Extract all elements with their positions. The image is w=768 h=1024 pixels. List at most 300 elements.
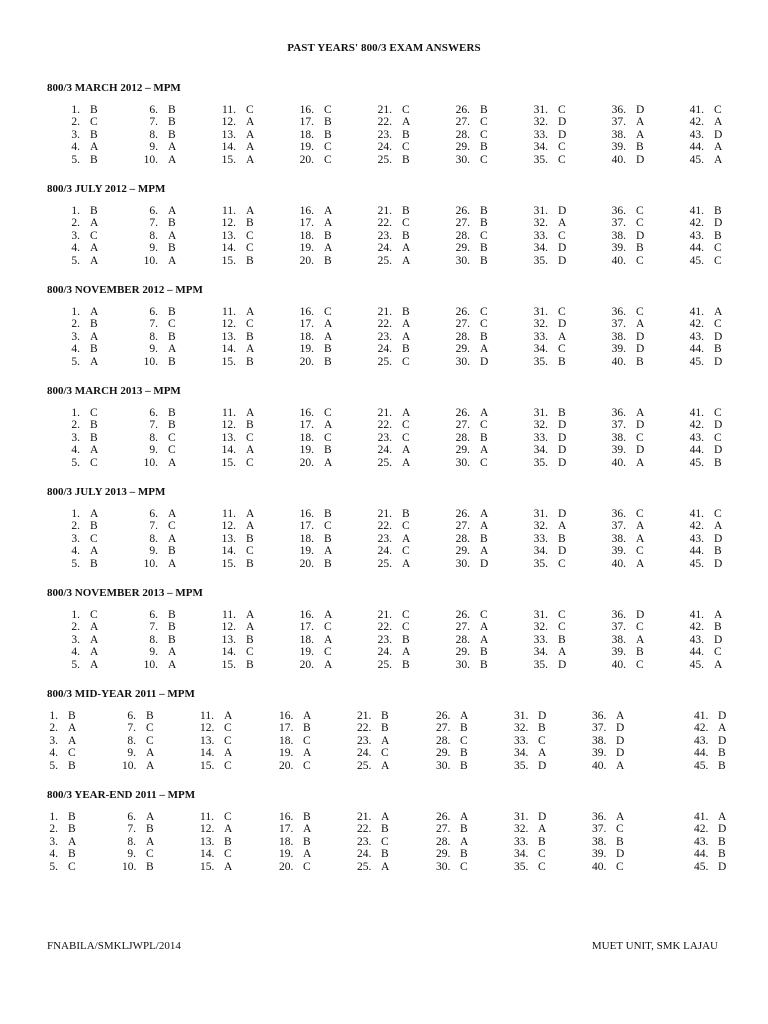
answer-letter: B bbox=[480, 658, 488, 671]
answer-letter: A bbox=[90, 646, 99, 659]
answer-item bbox=[374, 621, 434, 633]
answer-item bbox=[374, 141, 434, 153]
answer-column bbox=[140, 508, 200, 570]
question-number: 42. bbox=[689, 520, 704, 533]
answer-item bbox=[452, 129, 512, 141]
answer-letter: B bbox=[402, 128, 410, 141]
answer-letter: B bbox=[324, 128, 332, 141]
question-number: 4. bbox=[71, 343, 80, 356]
answer-item bbox=[296, 104, 356, 116]
answer-item bbox=[530, 646, 590, 658]
answer-item bbox=[592, 861, 652, 873]
answer-letter: A bbox=[246, 520, 255, 533]
answer-item bbox=[296, 205, 356, 217]
answer-letter: C bbox=[714, 431, 722, 444]
question-number: 3. bbox=[71, 330, 80, 343]
answer-letter: D bbox=[558, 431, 567, 444]
question-number: 44. bbox=[689, 444, 704, 457]
answer-letter: D bbox=[714, 532, 723, 545]
answer-letter: B bbox=[90, 153, 98, 166]
question-number: 28. bbox=[455, 431, 470, 444]
answer-letter: B bbox=[168, 419, 176, 432]
answer-column bbox=[296, 306, 356, 368]
answer-item bbox=[140, 609, 200, 621]
question-number: 33. bbox=[533, 633, 548, 646]
question-number: 20. bbox=[279, 860, 294, 873]
answer-item bbox=[452, 407, 512, 419]
answer-letter: D bbox=[636, 229, 645, 242]
answer-letter: B bbox=[714, 343, 722, 356]
answer-column bbox=[218, 609, 278, 671]
answer-letter: D bbox=[558, 419, 567, 432]
answer-letter: A bbox=[246, 153, 255, 166]
answer-letter: C bbox=[558, 609, 566, 621]
answer-item bbox=[200, 710, 260, 722]
answer-item bbox=[296, 432, 356, 444]
answer-item bbox=[452, 533, 512, 545]
question-number: 39. bbox=[611, 646, 626, 659]
answer-letter: D bbox=[714, 444, 723, 457]
answer-letter: A bbox=[636, 520, 645, 533]
answer-letter: A bbox=[480, 545, 489, 558]
answer-item bbox=[530, 444, 590, 456]
answer-item bbox=[374, 558, 434, 570]
answer-column bbox=[436, 811, 496, 873]
answer-item bbox=[374, 419, 434, 431]
answer-item bbox=[296, 255, 356, 267]
answer-letter: D bbox=[558, 242, 567, 255]
answer-letter: A bbox=[558, 217, 567, 230]
answer-item bbox=[686, 356, 746, 368]
answer-letter: D bbox=[714, 419, 723, 432]
question-number: 23. bbox=[377, 128, 392, 141]
answer-column bbox=[608, 407, 668, 469]
answer-letter: B bbox=[146, 823, 154, 836]
answer-item bbox=[608, 558, 668, 570]
question-number: 13. bbox=[221, 431, 236, 444]
question-number: 32. bbox=[533, 318, 548, 331]
question-number: 32. bbox=[533, 419, 548, 432]
answer-letter: A bbox=[90, 306, 99, 318]
answer-item bbox=[122, 848, 182, 860]
answer-letter: C bbox=[324, 141, 332, 154]
question-number: 13. bbox=[221, 330, 236, 343]
question-number: 28. bbox=[455, 128, 470, 141]
answer-column bbox=[200, 811, 260, 873]
answer-item bbox=[357, 747, 417, 759]
answer-item bbox=[530, 545, 590, 557]
answer-item bbox=[374, 205, 434, 217]
answer-item bbox=[374, 659, 434, 671]
section-heading: 800/3 NOVEMBER 2013 – MPM bbox=[47, 587, 203, 599]
answer-letter: B bbox=[168, 128, 176, 141]
answer-item bbox=[530, 520, 590, 532]
answer-item bbox=[514, 823, 574, 835]
answer-letter: C bbox=[90, 456, 98, 469]
answer-item bbox=[608, 255, 668, 267]
answer-column bbox=[452, 104, 512, 166]
answer-column bbox=[296, 205, 356, 267]
answer-letter: D bbox=[636, 153, 645, 166]
answer-letter: A bbox=[168, 646, 177, 659]
answer-item bbox=[686, 444, 746, 456]
answer-letter: B bbox=[480, 104, 488, 116]
answer-letter: D bbox=[558, 128, 567, 141]
answer-column bbox=[452, 205, 512, 267]
answer-item bbox=[452, 545, 512, 557]
answer-letter: C bbox=[324, 104, 332, 116]
answer-letter: B bbox=[246, 557, 254, 570]
answer-item bbox=[62, 407, 122, 419]
question-number: 33. bbox=[533, 330, 548, 343]
answer-item bbox=[436, 861, 496, 873]
answer-item bbox=[200, 722, 260, 734]
answer-item bbox=[122, 836, 182, 848]
answer-letter: A bbox=[246, 306, 255, 318]
answer-item bbox=[530, 141, 590, 153]
answer-letter: A bbox=[402, 330, 411, 343]
answer-column bbox=[279, 710, 339, 772]
answer-letter: D bbox=[636, 104, 645, 116]
answer-letter: D bbox=[718, 710, 727, 722]
question-number: 24. bbox=[377, 141, 392, 154]
answer-letter: C bbox=[714, 254, 722, 267]
answer-letter: A bbox=[714, 141, 723, 154]
question-number: 20. bbox=[279, 759, 294, 772]
question-number: 1. bbox=[71, 306, 80, 318]
question-number: 27. bbox=[455, 520, 470, 533]
answer-item bbox=[122, 747, 182, 759]
question-number: 3. bbox=[49, 835, 58, 848]
question-number: 6. bbox=[149, 609, 158, 621]
question-number: 43. bbox=[694, 734, 709, 747]
answer-item bbox=[452, 116, 512, 128]
question-number: 11. bbox=[222, 205, 236, 217]
question-number: 33. bbox=[533, 229, 548, 242]
answer-letter: C bbox=[714, 646, 722, 659]
question-number: 33. bbox=[533, 128, 548, 141]
answer-letter: C bbox=[402, 217, 410, 230]
question-number: 19. bbox=[299, 141, 314, 154]
answer-item bbox=[279, 722, 339, 734]
answer-letter: D bbox=[718, 734, 727, 747]
answer-item bbox=[514, 735, 574, 747]
answer-letter: A bbox=[558, 330, 567, 343]
answer-letter: A bbox=[402, 557, 411, 570]
question-number: 11. bbox=[222, 609, 236, 621]
answer-letter: D bbox=[718, 860, 727, 873]
answer-letter: A bbox=[324, 217, 333, 230]
question-number: 18. bbox=[299, 633, 314, 646]
answer-item bbox=[436, 760, 496, 772]
question-number: 22. bbox=[377, 318, 392, 331]
answer-letter: A bbox=[90, 658, 99, 671]
answer-letter: A bbox=[538, 823, 547, 836]
question-number: 2. bbox=[71, 318, 80, 331]
question-number: 28. bbox=[455, 532, 470, 545]
question-number: 40. bbox=[611, 355, 626, 368]
answer-letter: D bbox=[616, 734, 625, 747]
answer-letter: C bbox=[90, 116, 98, 129]
question-number: 14. bbox=[200, 848, 215, 861]
answer-item bbox=[608, 646, 668, 658]
answer-column bbox=[530, 407, 590, 469]
answer-letter: A bbox=[636, 116, 645, 129]
answer-item bbox=[62, 545, 122, 557]
answer-letter: B bbox=[68, 811, 76, 823]
question-number: 24. bbox=[377, 343, 392, 356]
question-number: 23. bbox=[377, 431, 392, 444]
answer-item bbox=[44, 735, 104, 747]
answer-letter: A bbox=[68, 734, 77, 747]
answer-column bbox=[279, 811, 339, 873]
question-number: 7. bbox=[149, 621, 158, 634]
answer-item bbox=[686, 457, 746, 469]
question-number: 10. bbox=[143, 355, 158, 368]
question-number: 37. bbox=[611, 318, 626, 331]
answer-column bbox=[514, 811, 574, 873]
question-number: 3. bbox=[71, 431, 80, 444]
answer-item bbox=[608, 154, 668, 166]
question-number: 21. bbox=[377, 205, 392, 217]
answer-column bbox=[357, 811, 417, 873]
question-number: 35. bbox=[514, 860, 529, 873]
answer-letter: A bbox=[168, 456, 177, 469]
question-number: 43. bbox=[689, 431, 704, 444]
answer-item bbox=[218, 141, 278, 153]
answer-column bbox=[62, 205, 122, 267]
answer-item bbox=[279, 760, 339, 772]
question-number: 37. bbox=[611, 217, 626, 230]
answer-item bbox=[608, 343, 668, 355]
answer-item bbox=[686, 520, 746, 532]
question-number: 25. bbox=[357, 860, 372, 873]
answer-letter: A bbox=[90, 141, 99, 154]
answer-letter: A bbox=[303, 848, 312, 861]
answer-item bbox=[514, 710, 574, 722]
question-number: 30. bbox=[455, 658, 470, 671]
answer-letter: B bbox=[402, 508, 410, 520]
answer-item bbox=[608, 659, 668, 671]
question-number: 29. bbox=[436, 848, 451, 861]
answer-letter: A bbox=[90, 545, 99, 558]
answer-letter: D bbox=[538, 710, 547, 722]
answer-item bbox=[608, 141, 668, 153]
answer-letter: B bbox=[90, 557, 98, 570]
answer-letter: C bbox=[224, 722, 232, 735]
answer-letter: D bbox=[480, 355, 489, 368]
answer-letter: A bbox=[303, 710, 312, 722]
answer-letter: C bbox=[714, 104, 722, 116]
answer-item bbox=[296, 646, 356, 658]
answer-item bbox=[279, 848, 339, 860]
section-heading: 800/3 NOVEMBER 2012 – MPM bbox=[47, 284, 203, 296]
answer-column bbox=[218, 306, 278, 368]
answer-letter: A bbox=[558, 646, 567, 659]
answer-letter: C bbox=[303, 860, 311, 873]
question-number: 18. bbox=[279, 835, 294, 848]
question-number: 42. bbox=[689, 419, 704, 432]
answer-letter: B bbox=[68, 848, 76, 861]
question-number: 41. bbox=[689, 407, 704, 419]
answer-letter: C bbox=[616, 823, 624, 836]
answer-letter: A bbox=[90, 633, 99, 646]
answer-item bbox=[357, 722, 417, 734]
question-number: 42. bbox=[689, 217, 704, 230]
answer-item bbox=[530, 407, 590, 419]
answer-letter: B bbox=[68, 710, 76, 722]
question-number: 21. bbox=[377, 306, 392, 318]
answer-item bbox=[218, 104, 278, 116]
answer-item bbox=[608, 419, 668, 431]
answer-letter: D bbox=[636, 343, 645, 356]
answer-letter: A bbox=[636, 633, 645, 646]
answer-column bbox=[452, 407, 512, 469]
answer-letter: B bbox=[718, 835, 726, 848]
answer-item bbox=[686, 129, 746, 141]
answer-item bbox=[374, 331, 434, 343]
answer-item bbox=[686, 609, 746, 621]
question-number: 14. bbox=[221, 343, 236, 356]
answer-item bbox=[374, 545, 434, 557]
answer-item bbox=[62, 609, 122, 621]
answer-letter: A bbox=[68, 722, 77, 735]
question-number: 32. bbox=[533, 520, 548, 533]
question-number: 19. bbox=[299, 242, 314, 255]
answer-column bbox=[357, 710, 417, 772]
answer-item bbox=[218, 217, 278, 229]
answer-letter: B bbox=[381, 710, 389, 722]
answer-letter: A bbox=[714, 520, 723, 533]
answer-item bbox=[62, 217, 122, 229]
question-number: 24. bbox=[377, 444, 392, 457]
answer-item bbox=[530, 255, 590, 267]
question-number: 6. bbox=[127, 811, 136, 823]
answer-item bbox=[218, 520, 278, 532]
question-number: 40. bbox=[611, 254, 626, 267]
answer-letter: C bbox=[324, 646, 332, 659]
question-number: 27. bbox=[455, 419, 470, 432]
answer-item bbox=[140, 230, 200, 242]
question-number: 17. bbox=[299, 419, 314, 432]
question-number: 30. bbox=[436, 759, 451, 772]
answer-item bbox=[452, 646, 512, 658]
answer-column bbox=[608, 104, 668, 166]
question-number: 16. bbox=[299, 205, 314, 217]
question-number: 26. bbox=[455, 407, 470, 419]
question-number: 25. bbox=[357, 759, 372, 772]
question-number: 13. bbox=[221, 229, 236, 242]
answer-letter: B bbox=[402, 306, 410, 318]
answer-item bbox=[694, 811, 754, 823]
answer-column bbox=[452, 306, 512, 368]
question-number: 41. bbox=[689, 205, 704, 217]
answer-item bbox=[686, 205, 746, 217]
answer-item bbox=[62, 129, 122, 141]
answer-item bbox=[608, 609, 668, 621]
section-heading: 800/3 JULY 2013 – MPM bbox=[47, 486, 166, 498]
question-number: 9. bbox=[127, 747, 136, 760]
answer-letter: B bbox=[90, 205, 98, 217]
answer-item bbox=[140, 104, 200, 116]
answer-column bbox=[608, 609, 668, 671]
answer-item bbox=[62, 558, 122, 570]
question-number: 38. bbox=[611, 532, 626, 545]
answer-item bbox=[122, 735, 182, 747]
answer-item bbox=[374, 444, 434, 456]
answer-item bbox=[44, 823, 104, 835]
answer-letter: A bbox=[246, 609, 255, 621]
question-number: 18. bbox=[299, 431, 314, 444]
answer-letter: B bbox=[324, 343, 332, 356]
answer-item bbox=[452, 508, 512, 520]
answer-column bbox=[592, 710, 652, 772]
answer-letter: A bbox=[90, 217, 99, 230]
answer-letter: B bbox=[324, 116, 332, 129]
answer-letter: C bbox=[402, 141, 410, 154]
answer-letter: A bbox=[402, 254, 411, 267]
answer-letter: A bbox=[636, 557, 645, 570]
answer-item bbox=[436, 710, 496, 722]
answer-letter: A bbox=[146, 747, 155, 760]
question-number: 27. bbox=[436, 823, 451, 836]
answer-letter: D bbox=[616, 722, 625, 735]
answer-column bbox=[374, 407, 434, 469]
answer-letter: A bbox=[224, 823, 233, 836]
answer-item bbox=[296, 520, 356, 532]
answer-letter: A bbox=[636, 318, 645, 331]
answer-item bbox=[374, 242, 434, 254]
answer-letter: B bbox=[324, 557, 332, 570]
answer-letter: B bbox=[480, 532, 488, 545]
answer-item bbox=[218, 205, 278, 217]
answer-letter: B bbox=[303, 811, 311, 823]
answer-column bbox=[686, 205, 746, 267]
answer-item bbox=[279, 823, 339, 835]
answer-item bbox=[62, 659, 122, 671]
answer-column bbox=[218, 205, 278, 267]
answer-letter: A bbox=[168, 557, 177, 570]
answer-column bbox=[530, 205, 590, 267]
question-number: 39. bbox=[611, 545, 626, 558]
answer-letter: C bbox=[246, 646, 254, 659]
question-number: 22. bbox=[357, 722, 372, 735]
answer-item bbox=[374, 129, 434, 141]
question-number: 28. bbox=[455, 633, 470, 646]
answer-letter: C bbox=[402, 621, 410, 634]
answer-item bbox=[296, 444, 356, 456]
answer-item bbox=[140, 419, 200, 431]
answer-letter: A bbox=[324, 456, 333, 469]
answer-item bbox=[62, 432, 122, 444]
question-number: 9. bbox=[127, 848, 136, 861]
answer-item bbox=[140, 545, 200, 557]
answer-item bbox=[374, 116, 434, 128]
answer-item bbox=[140, 306, 200, 318]
answer-letter: C bbox=[538, 734, 546, 747]
question-number: 10. bbox=[143, 456, 158, 469]
answer-letter: B bbox=[480, 646, 488, 659]
answer-item bbox=[514, 811, 574, 823]
question-number: 33. bbox=[533, 431, 548, 444]
answer-item bbox=[686, 217, 746, 229]
answer-letter: A bbox=[402, 318, 411, 331]
question-number: 43. bbox=[689, 229, 704, 242]
answer-item bbox=[452, 558, 512, 570]
question-number: 25. bbox=[377, 557, 392, 570]
answer-letter: B bbox=[168, 545, 176, 558]
answer-letter: A bbox=[324, 318, 333, 331]
